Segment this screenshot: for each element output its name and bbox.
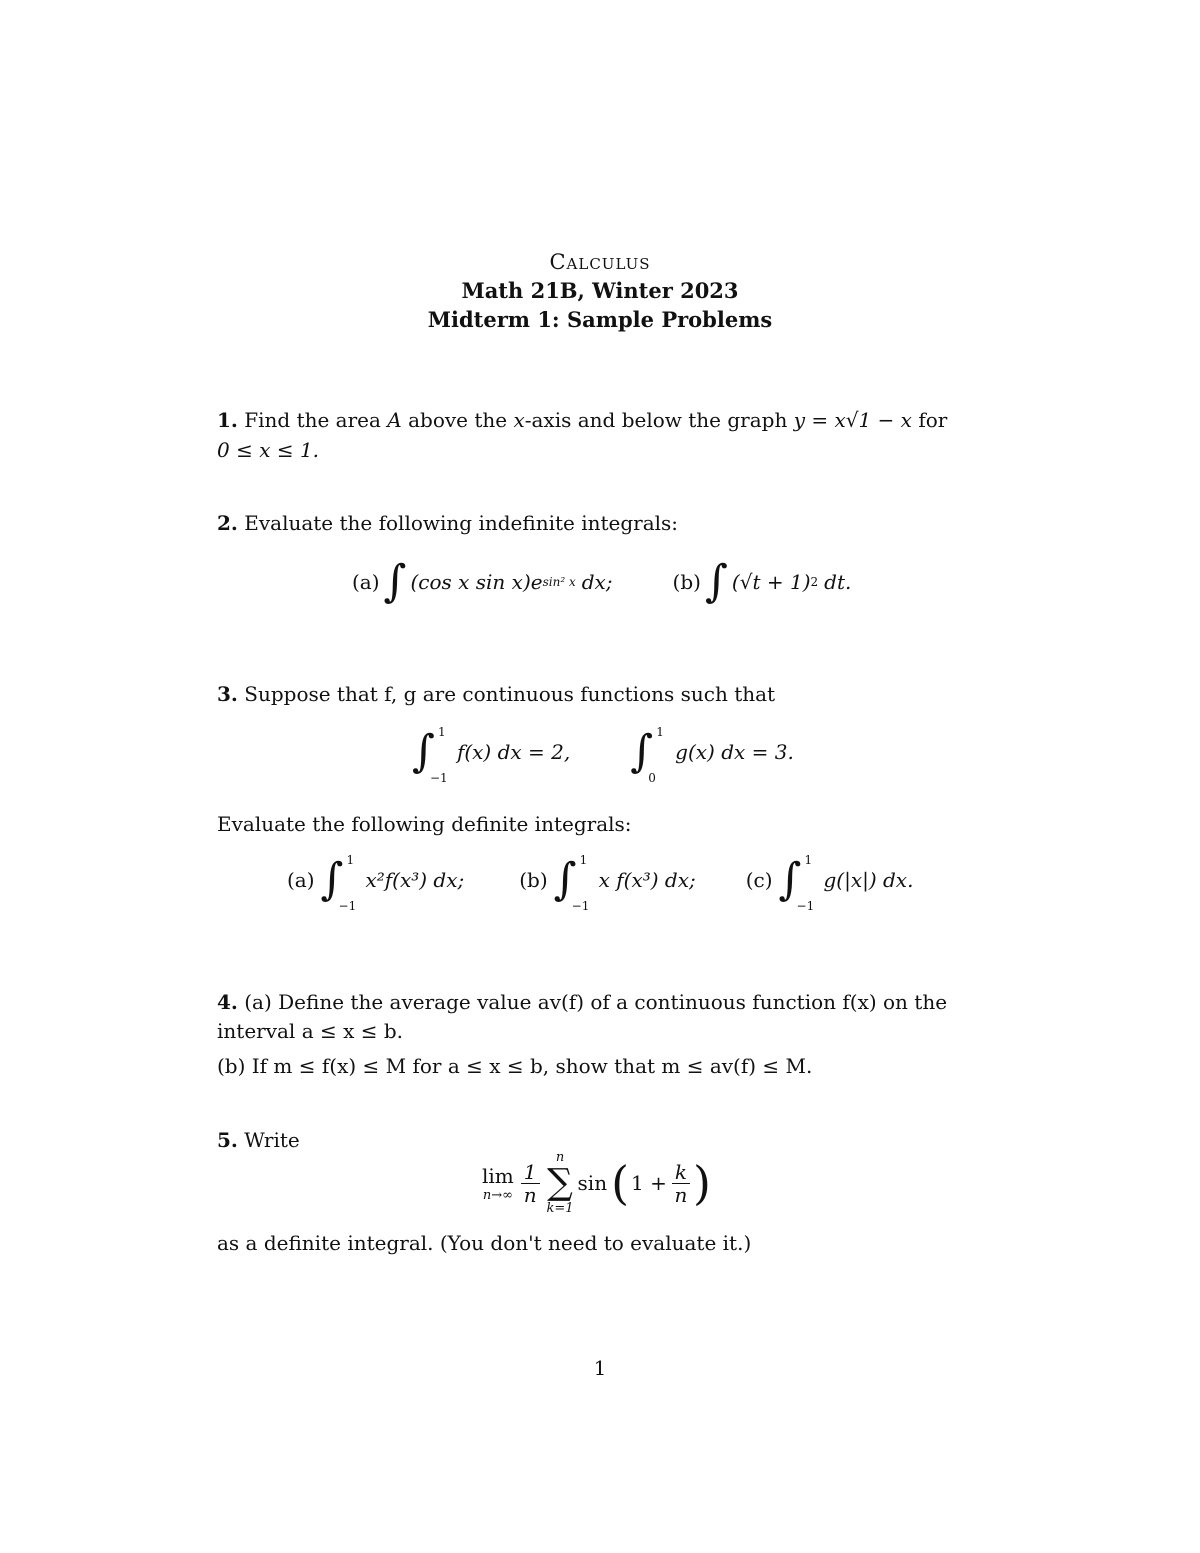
- upper-limit: 1: [346, 853, 355, 867]
- one-plus: 1 +: [631, 1171, 667, 1195]
- problem-text: for: [918, 408, 948, 432]
- integral-sign: ∫ 1 −1: [412, 725, 448, 785]
- sigma-symbol: ∑: [547, 1162, 573, 1203]
- problem-text: Suppose that f, g are continuous functions such that: [244, 682, 776, 706]
- part-label: (b): [672, 570, 701, 594]
- lim-subscript: n→∞: [482, 1187, 513, 1203]
- problem-number: 4.: [217, 990, 238, 1014]
- integral-sign: ∫ 1 0: [630, 725, 664, 785]
- problem-text: (a) Define the average value av(f) of a continuous function f(x) on the: [244, 990, 948, 1014]
- part-label: (b): [519, 868, 548, 892]
- problem-4-line2: interval a ≤ x ≤ b.: [217, 1019, 403, 1043]
- integral-expression: f(x) dx = 2,: [456, 740, 571, 764]
- exam-title: Midterm 1: Sample Problems: [427, 307, 773, 332]
- differential: dt.: [824, 570, 852, 594]
- integral-expression: x f(x³) dx;: [598, 868, 696, 892]
- integral-sign: ∫: [383, 556, 407, 607]
- problem-number: 1.: [217, 408, 238, 432]
- summation: [547, 1150, 574, 1216]
- denominator: n: [674, 1182, 688, 1207]
- problem-text: above the: [408, 408, 508, 432]
- variable: A: [387, 408, 402, 432]
- limit-operator: [482, 1164, 514, 1203]
- problem-3-text2: Evaluate the following definite integrals:: [217, 812, 632, 836]
- course-title: Calculus: [549, 250, 651, 274]
- problem-text: -axis and below the graph: [524, 408, 788, 432]
- exponent: sin² x: [542, 575, 576, 589]
- problem-5-limit: [482, 1148, 711, 1218]
- right-paren: ): [693, 1156, 711, 1210]
- lower-limit: −1: [796, 899, 815, 913]
- lower-limit: −1: [430, 771, 448, 785]
- problem-4-line3: (b) If m ≤ f(x) ≤ M for a ≤ x ≤ b, show that m ≤ av(f) ≤ M.: [217, 1054, 813, 1078]
- problem-text: Evaluate the following indefinite integrals:: [244, 511, 679, 535]
- fraction: [521, 1161, 540, 1206]
- problem-3-integrals: [287, 853, 914, 913]
- problem-2-integrals: [352, 556, 852, 607]
- problem-text: Write: [244, 1128, 300, 1152]
- part-label: (a): [352, 570, 380, 594]
- problem-number: 3.: [217, 682, 238, 706]
- variable: x: [513, 408, 525, 432]
- integral-sign: ∫: [704, 556, 728, 607]
- lower-limit: −1: [338, 899, 357, 913]
- numerator: 1: [521, 1161, 540, 1184]
- page-number: 1: [593, 1356, 607, 1380]
- integral-sign: ∫ 1 −1: [320, 853, 357, 913]
- lower-limit: −1: [571, 899, 590, 913]
- lim-word: lim: [482, 1163, 514, 1188]
- problem-3-given: [412, 725, 794, 785]
- sum-upper: n: [555, 1150, 565, 1165]
- differential: dx;: [581, 570, 613, 594]
- fraction: [672, 1161, 690, 1206]
- integral-expression: g(|x|) dx.: [823, 868, 914, 892]
- integral-sign: ∫ 1 −1: [553, 853, 590, 913]
- equation: y = x√1 − x: [793, 408, 912, 432]
- denominator: n: [523, 1182, 537, 1207]
- problem-5-text2: as a definite integral. (You don't need to evaluate it.): [217, 1231, 752, 1255]
- part-label: (c): [745, 868, 773, 892]
- problem-4: [217, 987, 987, 1017]
- integrand: (√t + 1): [731, 570, 811, 594]
- problem-2: [217, 508, 987, 538]
- problem-1: [217, 405, 987, 435]
- numerator: k: [672, 1161, 690, 1184]
- part-label: (a): [287, 868, 315, 892]
- sin-function: sin: [577, 1171, 608, 1195]
- left-paren: (: [611, 1156, 630, 1210]
- sum-lower: k=1: [546, 1201, 574, 1216]
- problem-text: Find the area: [244, 408, 381, 432]
- problem-1-range: 0 ≤ x ≤ 1.: [217, 438, 320, 462]
- integral-expression: g(x) dx = 3.: [675, 740, 794, 764]
- lower-limit: 0: [648, 771, 656, 785]
- upper-limit: 1: [579, 853, 588, 867]
- integral-sign: ∫ 1 −1: [778, 853, 815, 913]
- upper-limit: 1: [656, 725, 664, 739]
- upper-limit: 1: [804, 853, 813, 867]
- integral-expression: x²f(x³) dx;: [365, 868, 465, 892]
- exponent: 2: [810, 575, 819, 589]
- upper-limit: 1: [438, 725, 446, 739]
- integrand: (cos x sin x)e: [410, 570, 543, 594]
- problem-3: [217, 679, 987, 709]
- problem-number: 5.: [217, 1128, 238, 1152]
- term-title: Math 21B, Winter 2023: [461, 278, 739, 303]
- problem-number: 2.: [217, 511, 238, 535]
